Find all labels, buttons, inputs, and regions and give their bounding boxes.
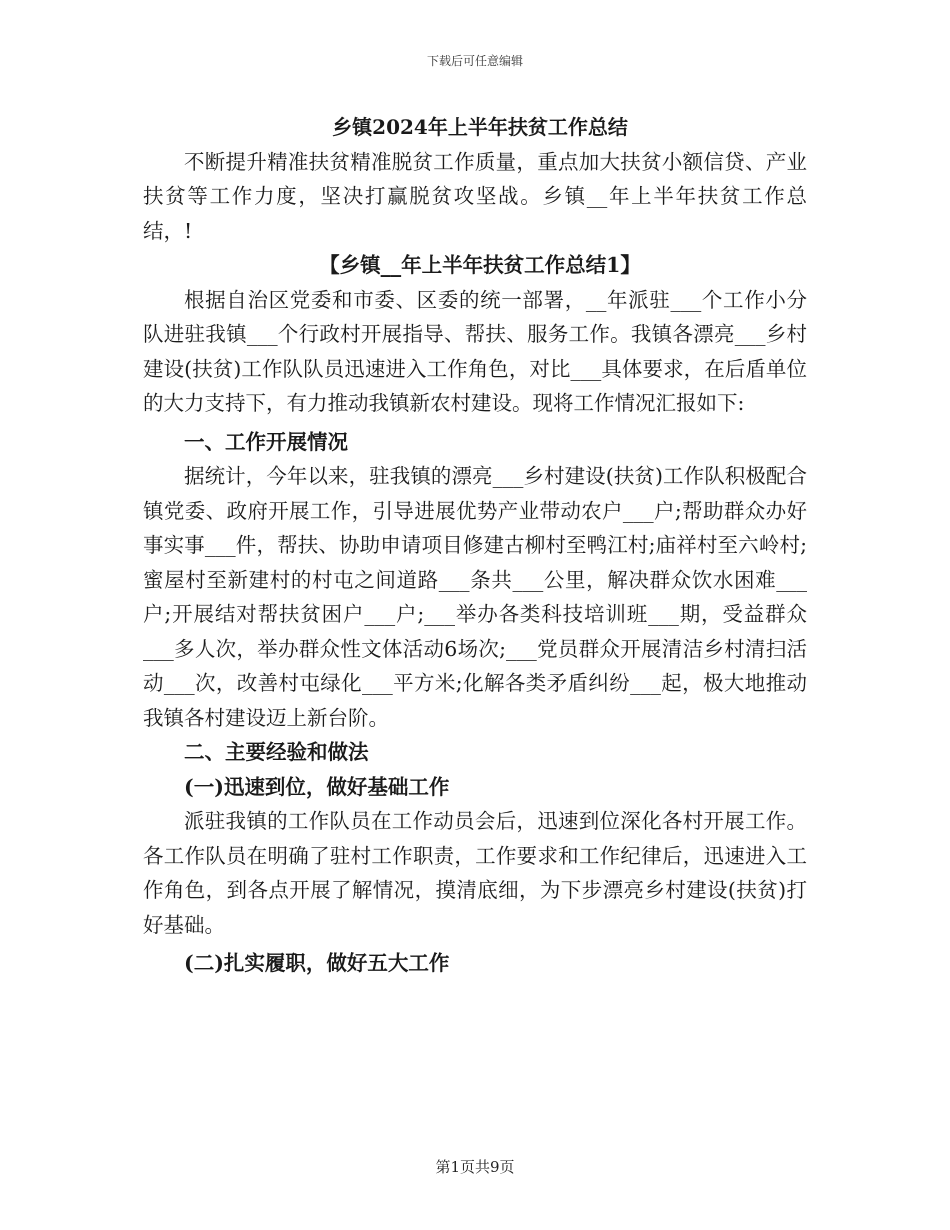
page-header-note: 下载后可任意编辑 — [426, 54, 523, 68]
heading-main-experience: 二、主要经验和做法 — [184, 740, 369, 764]
document-title: 乡镇2024年上半年扶贫工作总结 — [332, 115, 628, 139]
heading-sub-1: (一)迅速到位，做好基础工作 — [184, 774, 450, 799]
heading-work-progress: 一、工作开展情况 — [184, 429, 348, 454]
paragraph-1: 根据自治区党委和市委、区委的统一部署，__年派驻___个工作小分队进驻我镇___个行政村开展指导、帮扶、服务工作。我镇各漂亮___乡村建设(扶贫)工作队队员迅速进入工作角色，对比___具体要求，在后盾单位的大力支持下，有力推动我镇新农村建设。现将工作情况汇报如下: — [143, 287, 807, 415]
section-title: 【乡镇__年上半年扶贫工作总结1】 — [319, 253, 641, 277]
paragraph-2: 据统计，今年以来，驻我镇的漂亮___乡村建设(扶贫)工作队积极配合镇党委、政府开展工作，引导进展优势产业带动农户___户;帮助群众办好事实事___件，帮扶、协助申请项目修建古柳村至鸭江村;庙祥村至六岭村;蜜屋村至新建村的村屯之间道路___条共___公里，解决群众饮水困难___户;开展结对帮扶贫困户___户;___举办各类科技培训班___期，受益群众___多人次，举办群众性文体活动6场次;___党员群众开展清洁乡村清扫活动___次，改善村屯绿化___平方米;化解各类矛盾纠纷___起，极大地推动我镇各村建设迈上新台阶。 — [143, 464, 807, 730]
heading-sub-2: (二)扎实履职，做好五大工作 — [184, 951, 450, 975]
paragraph-3: 派驻我镇的工作队员在工作动员会后，迅速到位深化各村开展工作。各工作队员在明确了驻村工作职责，工作要求和工作纪律后，迅速进入工作角色，到各点开展了解情况，摸清底细，为下步漂亮乡村建设(扶贫)打好基础。 — [143, 809, 807, 937]
intro-paragraph: 不断提升精准扶贫精准脱贫工作质量，重点加大扶贫小额信贷、产业扶贫等工作力度，坚决打赢脱贫攻坚战。乡镇__年上半年扶贫工作总结，! — [143, 149, 807, 243]
page-footer-number: 第1页共9页 — [435, 1158, 515, 1176]
document-body — [143, 110, 807, 981]
